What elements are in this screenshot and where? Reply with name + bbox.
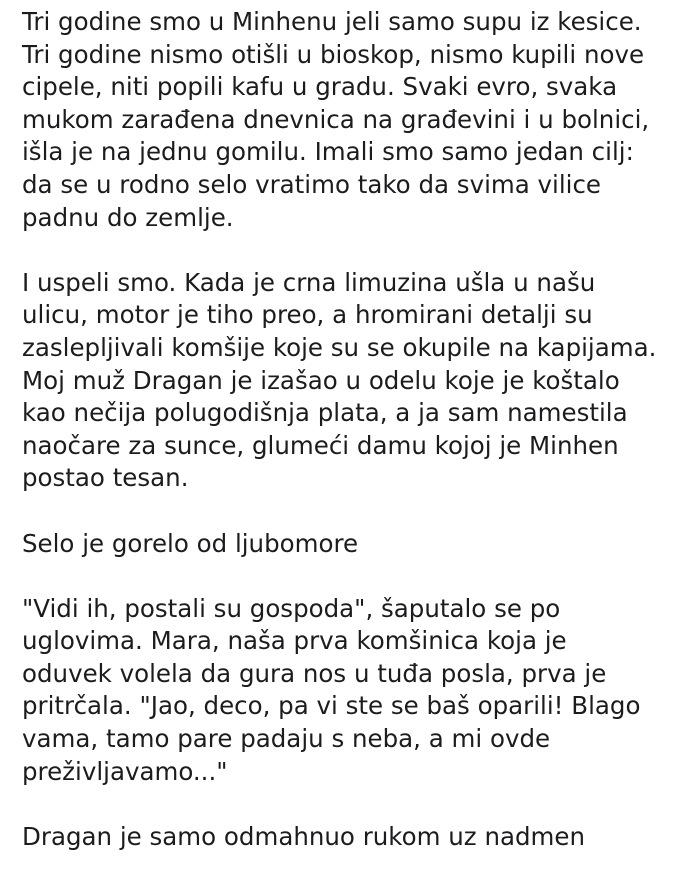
text-line: Tri godine nismo otišli u bioskop, nismo kupili nove — [22, 39, 645, 69]
text-line: Dragan je samo odmahnuo rukom uz nadmen — [22, 821, 585, 851]
text-line: padnu do zemlje. — [22, 202, 234, 232]
paragraph-1 — [22, 6, 690, 234]
text-line: I uspeli smo. Kada je crna limuzina ušla u našu — [22, 267, 596, 297]
paragraph-2 — [22, 267, 690, 495]
text-line: cipele, niti popili kafu u gradu. Svaki evro, svaka — [22, 72, 618, 102]
text-line: Tri godine smo u Minhenu jeli samo supu iz kesice. — [22, 7, 642, 36]
text-line: mukom zarađena dnevnica na građevini i u bolnici, — [22, 104, 650, 134]
document-body — [22, 6, 690, 886]
paragraph-3 — [22, 528, 690, 561]
text-line: Selo je gorelo od ljubomore — [22, 528, 359, 558]
text-line: kao nečija polugodišnja plata, a ja sam namestila — [22, 398, 628, 428]
text-line: "Vidi ih, postali su gospoda", šaputalo se po — [22, 593, 561, 623]
text-line: ulicu, motor je tiho preo, a hromirani detalji su — [22, 300, 593, 330]
text-line: Moj muž Dragan je izašao u odelu koje je koštalo — [22, 365, 620, 395]
text-line: da se u rodno selo vratimo tako da svima vilice — [22, 169, 602, 199]
text-line: pritrčala. "Jao, deco, pa vi ste se baš oparili! Blago — [22, 691, 641, 721]
text-line: vama, tamo pare padaju s neba, a mi ovde — [22, 724, 551, 754]
paragraph-5 — [22, 821, 690, 854]
text-line: naočare za sunce, glumeći damu kojoj je Minhen — [22, 430, 619, 460]
text-line: oduvek volela da gura nos u tuđa posla, prva je — [22, 658, 607, 688]
text-line: zaslepljivali komšije koje su se okupile na kapijama. — [22, 332, 657, 362]
text-line: preživljavamo..." — [22, 756, 228, 786]
text-line: postao tesan. — [22, 463, 189, 493]
text-line: uglovima. Mara, naša prva komšinica koja je — [22, 626, 567, 656]
paragraph-4 — [22, 593, 690, 789]
text-line: išla je na jednu gomilu. Imali smo samo jedan cilj: — [22, 137, 634, 167]
